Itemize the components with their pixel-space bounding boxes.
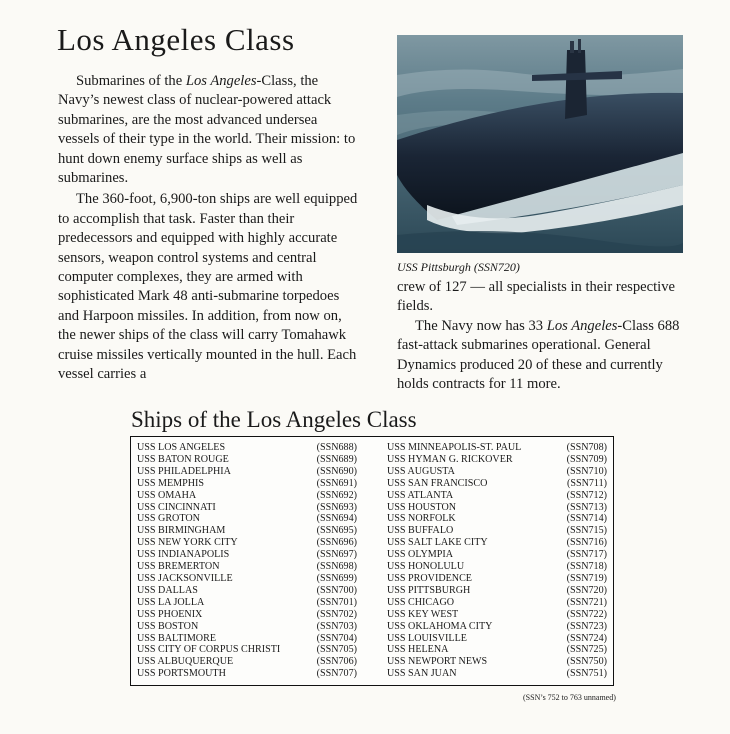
ship-hull-number: (SSN718) [566,561,607,573]
ship-name: USS BREMERTON [137,561,220,573]
ship-hull-number: (SSN691) [316,477,357,489]
submarine-illustration [397,35,683,253]
ship-row [387,585,609,597]
ship-row [137,478,359,490]
ship-row [387,537,609,549]
ship-name: USS PORTSMOUTH [137,668,226,680]
ship-row [387,502,609,514]
ship-row [137,585,359,597]
ship-hull-number: (SSN750) [566,656,607,668]
ship-name: USS PROVIDENCE [387,572,472,584]
ship-hull-number: (SSN710) [566,465,607,477]
ship-hull-number: (SSN696) [316,537,357,549]
page-title: Los Angeles Class [57,22,295,57]
submarine-photo [397,35,683,253]
ship-hull-number: (SSN692) [316,489,357,501]
ship-name: USS ATLANTA [387,489,454,501]
ship-hull-number: (SSN697) [316,549,357,561]
ship-hull-number: (SSN724) [566,632,607,644]
ship-name: USS JACKSONVILLE [137,572,233,584]
ship-row [137,466,359,478]
ship-row [137,502,359,514]
ship-name: USS CITY OF CORPUS CHRISTI [137,644,281,656]
ship-row [137,549,359,561]
ship-hull-number: (SSN709) [566,453,607,465]
ship-row [387,490,609,502]
ship-row [387,597,609,609]
ship-name: USS MINNEAPOLIS-ST. PAUL [387,442,522,453]
ship-hull-number: (SSN719) [566,572,607,584]
ship-row [387,442,609,454]
ship-name: USS BOSTON [137,620,199,632]
ship-row [387,513,609,525]
ship-hull-number: (SSN688) [316,442,357,453]
ships-list-right-column [387,442,609,680]
ship-hull-number: (SSN715) [566,525,607,537]
ship-row [387,668,609,680]
ship-row [387,621,609,633]
ship-name: USS LOUISVILLE [387,632,467,644]
ship-name: USS INDIANAPOLIS [137,549,230,561]
ships-list-title: Ships of the Los Angeles Class [131,407,417,432]
ship-name: USS ALBUQUERQUE [137,656,234,668]
ship-hull-number: (SSN704) [316,632,357,644]
ship-hull-number: (SSN701) [316,596,357,608]
ship-row [137,597,359,609]
ship-name: USS OLYMPIA [387,549,454,561]
ship-row [387,525,609,537]
ships-list-left-column [137,442,359,680]
ship-hull-number: (SSN720) [566,584,607,596]
ship-name: USS NORFOLK [387,513,456,525]
ship-row [387,656,609,668]
ship-hull-number: (SSN694) [316,513,357,525]
ship-hull-number: (SSN693) [316,501,357,513]
ship-row [387,549,609,561]
ship-row [137,656,359,668]
ship-name: USS BATON ROUGE [137,453,229,465]
ship-hull-number: (SSN698) [316,561,357,573]
continued-paragraph-1: crew of 127 — all specialists in their respective fields. [397,279,676,315]
ship-name: USS BIRMINGHAM [137,525,226,537]
ship-row [137,573,359,585]
ship-name: USS GROTON [137,513,200,525]
ship-name: USS PHILADELPHIA [137,465,231,477]
ship-name: USS HOUSTON [387,501,457,513]
ship-row [137,633,359,645]
ship-row [137,537,359,549]
ship-hull-number: (SSN725) [566,644,607,656]
ship-name: USS SAN JUAN [387,668,457,680]
ship-hull-number: (SSN716) [566,537,607,549]
ship-name: USS NEW YORK CITY [137,537,238,549]
continued-paragraph-2: The Navy now has 33 Los Angeles-Class 688 fast-attack submarines operational. General Dynamics produced 20 of these and currently holds contracts for 11 more. [397,317,680,393]
ship-hull-number: (SSN690) [316,465,357,477]
ship-hull-number: (SSN707) [316,668,357,680]
ship-name: USS CINCINNATI [137,501,216,513]
continued-text [397,278,685,394]
ship-name: USS BALTIMORE [137,632,216,644]
ship-hull-number: (SSN703) [316,620,357,632]
ship-name: USS LOS ANGELES [137,442,226,453]
ship-hull-number: (SSN689) [316,453,357,465]
ship-hull-number: (SSN723) [566,620,607,632]
ship-row [137,525,359,537]
ship-row [137,668,359,680]
ship-hull-number: (SSN717) [566,549,607,561]
ship-hull-number: (SSN712) [566,489,607,501]
ship-row [387,609,609,621]
ship-hull-number: (SSN708) [566,442,607,453]
ship-name: USS OKLAHOMA CITY [387,620,493,632]
ship-hull-number: (SSN705) [316,644,357,656]
ship-name: USS KEY WEST [387,608,459,620]
ship-hull-number: (SSN713) [566,501,607,513]
ship-hull-number: (SSN711) [566,477,607,489]
intro-paragraph-2: The 360-foot, 6,900-ton ships are well equipped to accomplish that task. Faster than their predecessors and equipped with highly accurate sensors, weapon control systems and central computer complexes, they are armed with sophisticated Mark 48 anti-submarine torpedoes and Harpoon missiles. In addition, from now on, the newer ships of the class will carry Tomahawk cruise missiles vertically mounted in the hull. Each vessel carries a [58,191,358,383]
ship-row [387,466,609,478]
ship-row [137,644,359,656]
ship-row [137,454,359,466]
ship-name: USS SAN FRANCISCO [387,477,488,489]
ship-hull-number: (SSN721) [566,596,607,608]
ship-row [387,454,609,466]
intro-text [58,72,358,385]
ship-row [387,573,609,585]
ship-hull-number: (SSN699) [316,572,357,584]
ship-name: USS HELENA [387,644,449,656]
ship-row [387,633,609,645]
ship-name: USS NEWPORT NEWS [387,656,488,668]
ship-name: USS HONOLULU [387,561,465,573]
photo-caption: USS Pittsburgh (SSN720) [397,260,520,274]
ship-row [137,561,359,573]
footnote: (SSN’s 752 to 763 unnamed) [523,693,616,702]
ship-row [137,490,359,502]
ship-hull-number: (SSN702) [316,608,357,620]
ship-row [137,609,359,621]
ship-hull-number: (SSN706) [316,656,357,668]
ship-name: USS MEMPHIS [137,477,205,489]
ship-row [387,561,609,573]
ship-name: USS PITTSBURGH [387,584,471,596]
ship-name: USS SALT LAKE CITY [387,537,488,549]
ship-row [387,644,609,656]
ship-row [137,513,359,525]
ship-name: USS DALLAS [137,584,198,596]
ship-name: USS CHICAGO [387,596,455,608]
ships-list-box [130,436,614,686]
ship-name: USS AUGUSTA [387,465,455,477]
ship-name: USS HYMAN G. RICKOVER [387,453,513,465]
ship-row [137,442,359,454]
ship-name: USS OMAHA [137,489,197,501]
ship-hull-number: (SSN751) [566,668,607,680]
ship-name: USS PHOENIX [137,608,203,620]
ship-row [387,478,609,490]
ship-row [137,621,359,633]
intro-paragraph-1: Submarines of the Los Angeles-Class, the Navy’s newest class of nuclear-powered attack submarines, are the most advanced undersea vessels of their type in the world. Their mission: to hunt down enemy surface ships as well as submarines. [58,73,356,187]
ship-hull-number: (SSN714) [566,513,607,525]
ship-name: USS BUFFALO [387,525,454,537]
ship-hull-number: (SSN722) [566,608,607,620]
ship-hull-number: (SSN700) [316,584,357,596]
ship-hull-number: (SSN695) [316,525,357,537]
ship-name: USS LA JOLLA [137,596,205,608]
